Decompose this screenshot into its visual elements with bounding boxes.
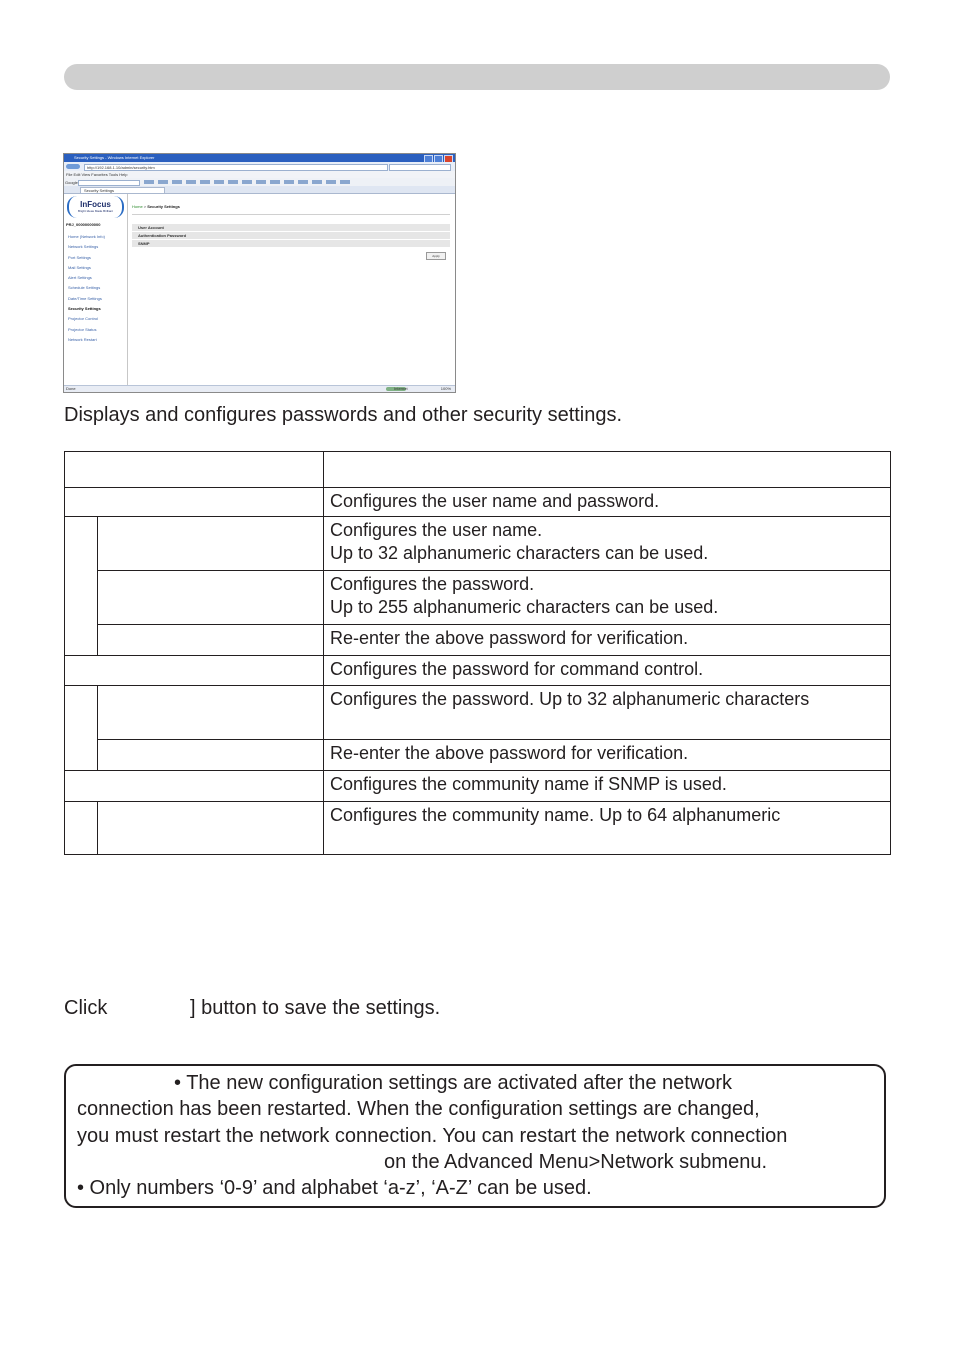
breadcrumb-home: Home xyxy=(132,204,143,209)
click-text-start: Click xyxy=(64,997,108,1019)
item-cell xyxy=(98,740,324,771)
note-line-5: • Only numbers ‘0-9’ and alphabet ‘a-z’, ‘A-Z’ can be used. xyxy=(77,1177,592,1199)
security-settings-screenshot xyxy=(63,153,456,393)
divider xyxy=(132,214,450,215)
status-bar xyxy=(64,385,455,392)
security-settings-table xyxy=(64,451,891,855)
description-cell: Configures the password. Up to 32 alphanumeric characters xyxy=(324,686,891,740)
description-cell xyxy=(324,517,891,571)
breadcrumb-page: Security Settings xyxy=(147,204,180,209)
tab-security-settings: Security Settings xyxy=(80,187,165,194)
nav-item-network-restart: Network Restart xyxy=(68,336,97,342)
nav-item-mail-settings: Mail Settings xyxy=(68,264,91,270)
nav-item-network-settings: Network Settings xyxy=(68,244,99,250)
indent-cell xyxy=(65,686,98,771)
nav-item-alert-settings: Alert Settings xyxy=(68,275,92,281)
description-cell: Configures the community name. Up to 64 alphanumeric xyxy=(324,802,891,855)
nav-item-port-settings: Port Settings xyxy=(68,254,91,260)
table-row xyxy=(65,740,891,771)
logo-name: InFocus xyxy=(80,200,111,209)
note-box xyxy=(64,1064,886,1208)
back-forward-icon xyxy=(66,164,80,169)
web-nav-list xyxy=(68,232,105,345)
option-snmp: SNMP xyxy=(132,240,450,248)
item-cell xyxy=(98,625,324,656)
table-row xyxy=(65,802,891,855)
nav-item-schedule-settings: Schedule Settings xyxy=(68,285,101,291)
logo-tagline: Bright Ideas Made Brilliant xyxy=(77,209,114,213)
nav-item-home: Home (Network Info) xyxy=(68,234,105,239)
status-zone: Internet xyxy=(394,386,408,391)
item-cell xyxy=(98,517,324,571)
indent-cell xyxy=(65,517,98,656)
note-line-4: on the Advanced Menu>Network submenu. xyxy=(384,1151,768,1173)
status-zoom: 100% xyxy=(440,386,451,391)
indent-cell xyxy=(65,802,98,855)
section-header-bar xyxy=(64,64,890,90)
window-title: Security Settings - Windows Internet Explorer xyxy=(64,154,455,162)
window-controls xyxy=(424,155,453,161)
table-row xyxy=(65,686,891,740)
item-cell xyxy=(98,802,324,855)
search-box xyxy=(389,164,451,171)
option-authentication-password: Authentication Password xyxy=(132,232,450,240)
table-header-row xyxy=(65,452,891,488)
item-cell xyxy=(65,656,324,686)
header-cell-item xyxy=(65,452,324,488)
description-line: Up to 32 alphanumeric characters can be used. xyxy=(330,543,709,563)
item-cell xyxy=(98,571,324,625)
header-cell-description xyxy=(324,452,891,488)
option-user-account: User Account xyxy=(132,224,450,232)
breadcrumb xyxy=(132,204,180,209)
item-cell xyxy=(65,488,324,517)
google-label: Google xyxy=(65,180,78,185)
description-cell: Re-enter the above password for verification. xyxy=(324,740,891,771)
breadcrumb-separator: > xyxy=(142,204,148,209)
note-line-1: • The new configuration settings are activated after the network xyxy=(174,1072,733,1094)
table-row xyxy=(65,656,891,686)
infocus-logo xyxy=(67,196,124,218)
projector-id: PRJ_00000000000 xyxy=(66,222,101,227)
nav-item-security-settings: Security Settings xyxy=(68,306,101,312)
note-line-3: you must restart the network connection. You can restart the network connection xyxy=(77,1125,788,1147)
description-cell xyxy=(324,571,891,625)
table-row xyxy=(65,517,891,571)
click-text-end: ] button to save the settings. xyxy=(190,997,441,1019)
apply-button: Apply xyxy=(426,252,446,260)
table-row xyxy=(65,625,891,656)
nav-item-date-time-settings: Date/Time Settings xyxy=(68,295,102,301)
description-cell: Configures the community name if SNMP is used. xyxy=(324,771,891,802)
table-row xyxy=(65,571,891,625)
item-cell xyxy=(98,686,324,740)
address-field: http://192.168.1.10/admin/security.htm xyxy=(84,164,388,171)
note-line-2: connection has been restarted. When the configuration settings are changed, xyxy=(77,1098,760,1120)
description-cell: Re-enter the above password for verification. xyxy=(324,625,891,656)
item-cell xyxy=(65,771,324,802)
nav-item-projector-status: Projector Status xyxy=(68,326,97,332)
description-line: Configures the user name. xyxy=(330,520,543,540)
description-cell: Configures the password for command control. xyxy=(324,656,891,686)
web-sidebar xyxy=(64,194,128,386)
nav-item-projector-control: Projector Control xyxy=(68,316,99,322)
intro-text: Displays and configures passwords and other security settings. xyxy=(64,404,623,426)
tab-bar xyxy=(64,186,455,194)
table-row xyxy=(65,771,891,802)
browser-menu: File Edit View Favorites Tools Help xyxy=(64,171,455,178)
status-text: Done xyxy=(66,386,76,391)
description-cell: Configures the user name and password. xyxy=(324,488,891,517)
description-line: Configures the password. xyxy=(330,574,535,594)
description-line: Up to 255 alphanumeric characters can be used. xyxy=(330,597,719,617)
toolbar-buttons xyxy=(144,180,354,184)
table-row xyxy=(65,488,891,517)
web-content xyxy=(128,194,455,386)
